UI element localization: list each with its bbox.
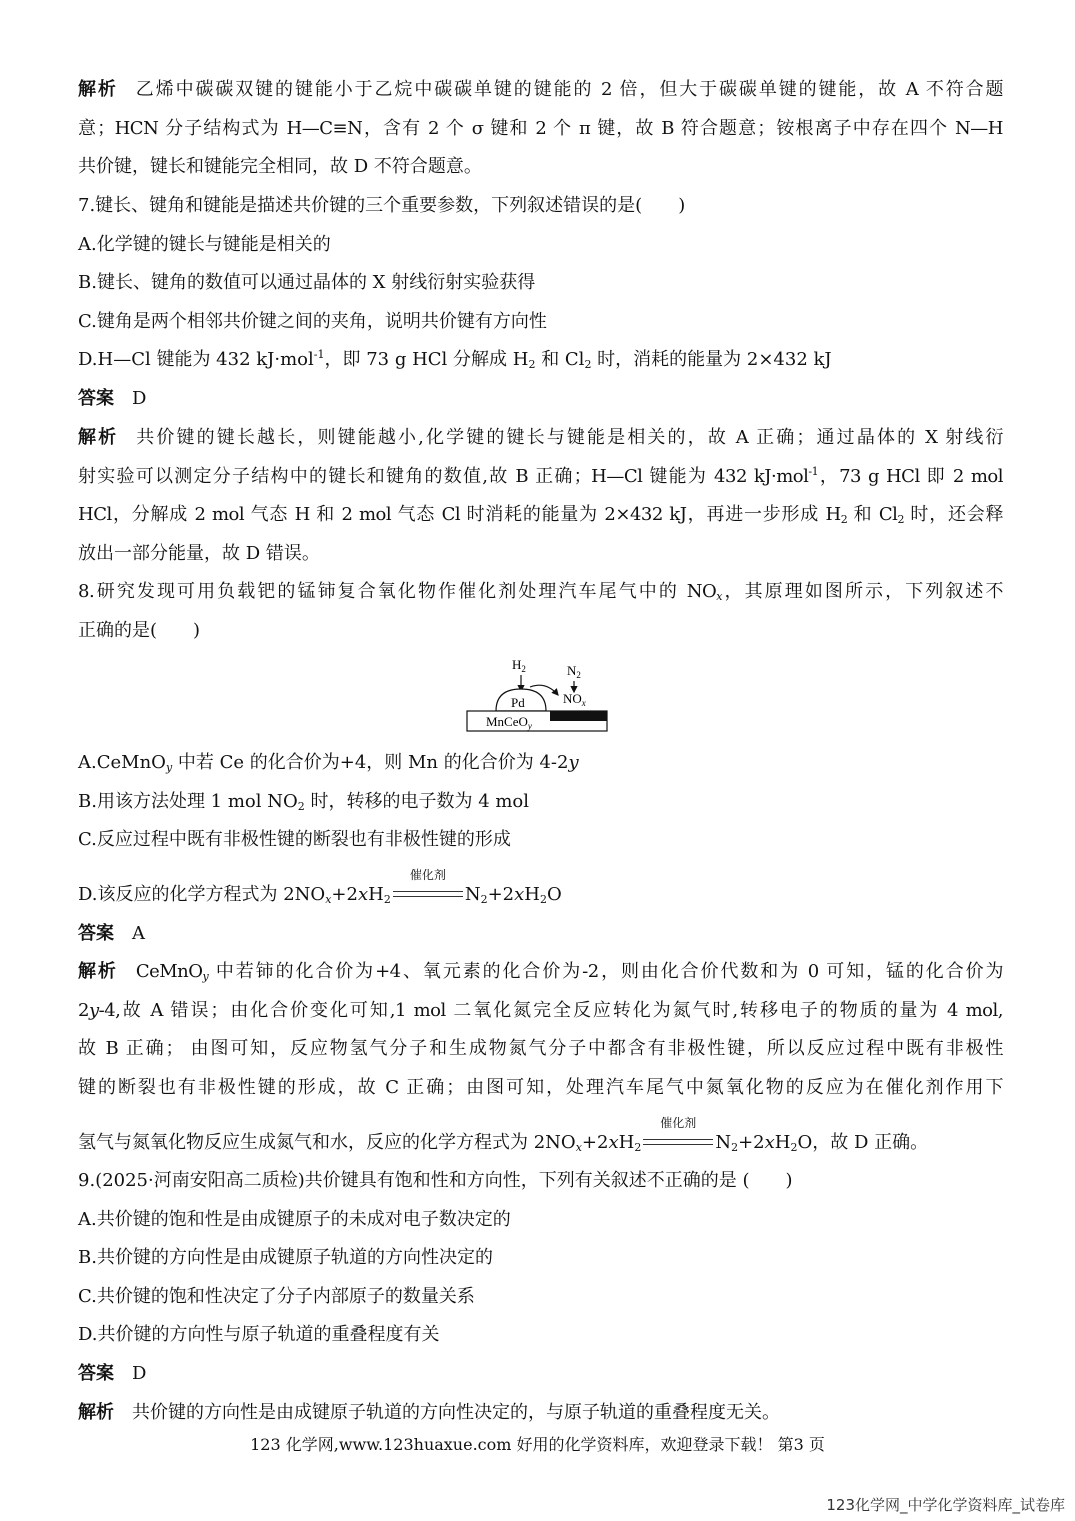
answer-label: 答案 <box>78 1363 114 1384</box>
analysis-line: 键的断裂也有非极性键的形成，故 C 正确；由图可知，处理汽车尾气中氮氧化物的反应为在催化剂作用下 <box>78 1077 1003 1098</box>
analysis-line: 共价键，键长和键能完全相同，故 D 不符合题意。 <box>78 156 482 177</box>
reaction-diagram <box>466 655 611 740</box>
analysis-line: 故 B 正确； 由图可知，反应物氢气分子和生成物氮气分子中都含有非极性键，所以反应过程中既有非极性 <box>78 1038 1003 1059</box>
catalyst-arrow <box>643 1116 713 1151</box>
analysis-line: 解析 乙烯中碳碳双键的键能小于乙烷中碳碳单键的键能的 2 倍，但大于碳碳单键的键能，故 A 不符合题 <box>78 79 1003 100</box>
option-c: C.键角是两个相邻共价键之间的夹角，说明共价键有方向性 <box>78 311 547 332</box>
answer-line <box>78 921 1003 947</box>
option-c: C.反应过程中既有非极性键的断裂也有非极性键的形成 <box>78 829 511 850</box>
catalyst-arrow <box>393 868 463 903</box>
option-d: D.H—Cl 键能为 432 kJ·mol$^{-1}$，即 73 g HCl 分解成 $H_2$ 和 $Cl_2$ 时，消耗的能量为 2×432 kJ <box>78 348 832 371</box>
support-label: MnCeO$_y$ <box>486 714 532 731</box>
option-d: D.该反应的化学方程式为 $2NO_x+2xH_2$ 催化剂 $N_2+2xH_2O$ <box>78 868 562 906</box>
question-8-stem: 正确的是( ) <box>78 620 201 641</box>
answer-line <box>78 386 1003 412</box>
analysis-line: 解析 共价键的方向性是由成键原子轨道的方向性决定的，与原子轨道的重叠程度无关。 <box>78 1402 780 1423</box>
analysis-line: 放出一部分能量，故 D 错误。 <box>78 543 320 564</box>
analysis-label: 解析 <box>78 79 118 100</box>
option-a: A.化学键的键长与键能是相关的 <box>78 234 331 255</box>
catalyst-label: 催化剂 <box>660 1116 697 1130</box>
answer-line <box>78 1361 1003 1387</box>
question-9-stem: 9.(2025·河南安阳高二质检)共价键具有饱和性和方向性，下列有关叙述不正确的是 ( ) <box>78 1170 793 1191</box>
nox-label: $NO_x$ <box>563 691 586 708</box>
analysis-label: 解析 <box>78 427 119 448</box>
answer-label: 答案 <box>78 388 114 409</box>
option-c: C.共价键的饱和性决定了分子内部原子的数量关系 <box>78 1286 475 1307</box>
analysis-line: 2y-4,故 A 错误；由化合价变化可知,1 mol 二氧化氮完全反应转化为氮气时,转移电子的物质的量为 4 mol, <box>78 1000 1003 1021</box>
option-a: A.CeMnO$_y$ 中若 Ce 的化合价为+4，则 Mn 的化合价为 4-2y <box>78 752 579 774</box>
answer-label: 答案 <box>78 923 114 944</box>
option-b: B.共价键的方向性是由成键原子轨道的方向性决定的 <box>78 1247 493 1268</box>
question-7-stem: 7.键长、键角和键能是描述共价键的三个重要参数，下列叙述错误的是( ) <box>78 195 686 216</box>
analysis-line: 氢气与氮氧化物反应生成氮气和水，反应的化学方程式为 $2NO_x+2xH_2$ 催化剂 $N_2+2xH_2O$，故 D 正确。 <box>78 1116 929 1154</box>
analysis-label: 解析 <box>78 1402 114 1423</box>
analysis-line: 意；HCN 分子结构式为 H—C≡N，含有 2 个 σ 键和 2 个 π 键，故 B 符合题意；铵根离子中存在四个 N—H <box>78 118 1003 139</box>
h2-label: $H_2$ <box>512 657 526 674</box>
answer-value: D <box>132 1363 147 1384</box>
analysis-line: 解析 共价键的键长越长，则键能越小,化学键的键长与键能是相关的，故 A 正确；通过晶体的 X 射线衍 <box>78 427 1003 448</box>
analysis-line: 射实验可以测定分子结构中的键长和键角的数值,故 B 正确；H—Cl 键能为 432 kJ·mol$^{-1}$，73 g HCl 即 2 mol <box>78 465 1003 487</box>
watermark: 123化学网_中学化学资料库_试卷库 <box>826 1496 1065 1514</box>
analysis-line: 解析 CeMnO$_y$ 中若铈的化合价为+4、氧元素的化合价为-2，则由化合价代数和为 0 可知，锰的化合价为 <box>78 961 1004 983</box>
option-d: D.共价键的方向性与原子轨道的重叠程度有关 <box>78 1324 440 1345</box>
catalyst-label: 催化剂 <box>409 868 446 882</box>
answer-value: A <box>132 923 145 944</box>
pd-label: Pd <box>511 695 525 710</box>
reaction-diagram-svg <box>466 655 611 740</box>
option-b: B.用该方法处理 1 mol $NO_2$ 时，转移的电子数为 4 mol <box>78 791 530 813</box>
answer-value: D <box>132 388 147 409</box>
page-footer: 123 化学网,www.123huaxue.com 好用的化学资料库，欢迎登录下载！ 第3 页 <box>250 1435 825 1454</box>
n2-label: $N_2$ <box>567 663 581 680</box>
option-a: A.共价键的饱和性是由成键原子的未成对电子数决定的 <box>78 1209 511 1230</box>
analysis-line: HCl，分解成 2 mol 气态 H 和 2 mol 气态 Cl 时消耗的能量为 2×432 kJ，再进一步形成 $H_2$ 和 $Cl_2$ 时，还会释 <box>78 504 1003 526</box>
question-8-stem: 8.研究发现可用负载钯的锰铈复合氧化物作催化剂处理汽车尾气中的 $NO_x$，其原理如图所示，下列叙述不 <box>78 581 1004 603</box>
option-b: B.键长、键角的数值可以通过晶体的 X 射线衍射实验获得 <box>78 272 536 293</box>
analysis-label: 解析 <box>78 961 118 982</box>
active-layer <box>550 711 607 721</box>
